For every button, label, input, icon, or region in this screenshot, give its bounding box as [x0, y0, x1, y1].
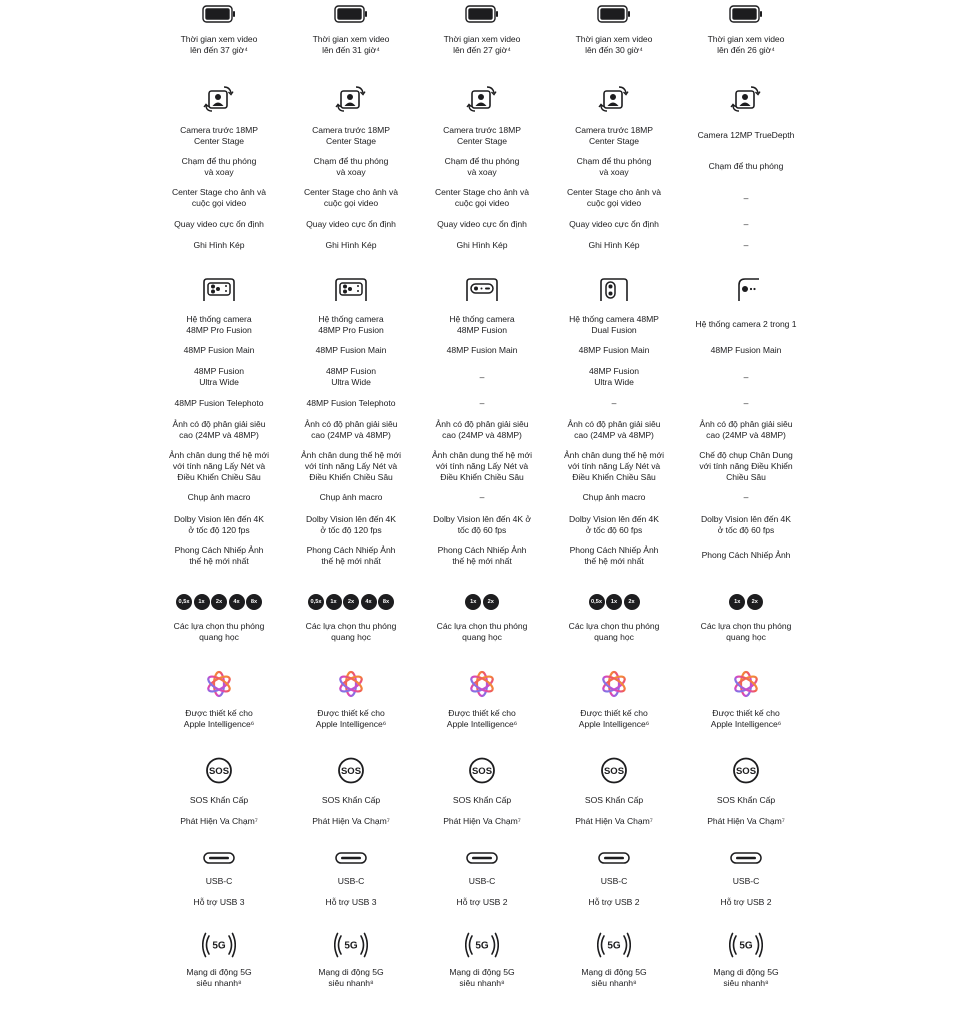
- cellular-5g-text: Mạng di động 5G siêu nhanh⁸: [186, 967, 252, 988]
- main-camera-feature: 48MP Fusion Telephoto: [174, 398, 264, 408]
- usb-c-label: USB‑C: [337, 876, 365, 886]
- crash-detection-feature: Phát Hiện Va Chạm⁷: [312, 816, 390, 826]
- sos-feature: SOS Khẩn Cấp: [189, 795, 249, 805]
- front-camera-feature: Quay video cực ổn định: [569, 219, 659, 229]
- main-camera-feature: Chế độ chụp Chân Dung với tính năng Điều Khiển Chiều Sâu: [699, 450, 793, 482]
- front-camera-feature: –: [743, 193, 749, 203]
- main-camera-feature: Ảnh chân dung thế hệ mới với tính năng Lấy Nét và Điều Khiển Chiều Sâu: [169, 450, 269, 482]
- main-camera-feature: 48MP Fusion Telephoto: [306, 398, 396, 408]
- zoom-option-badge: 0,5x: [589, 594, 605, 610]
- zoom-option-badge: 2x: [483, 594, 499, 610]
- zoom-option-badge: 8x: [378, 594, 394, 610]
- sos-feature: SOS Khẩn Cấp: [584, 795, 644, 805]
- svg-text:5G: 5G: [475, 940, 489, 952]
- zoom-options: [407, 594, 557, 610]
- svg-text:SOS: SOS: [208, 766, 230, 777]
- apple-intelligence-icon: [336, 669, 366, 699]
- crash-detection-feature: Phát Hiện Va Chạm⁷: [180, 816, 258, 826]
- main-camera-feature: 48MP Fusion Main: [183, 345, 255, 355]
- zoom-option-badge: 2x: [747, 594, 763, 610]
- apple-intelligence-text: Được thiết kế cho Apple Intelligence⁶: [578, 708, 650, 729]
- zoom-options: [144, 594, 294, 610]
- usb-c-icon: [335, 852, 367, 864]
- main-camera-feature: –: [743, 492, 749, 502]
- main-camera-feature: –: [743, 398, 749, 408]
- main-camera-feature: Hệ thống camera 48MP Pro Fusion: [318, 314, 384, 335]
- front-camera-rotate-icon: [598, 84, 630, 112]
- front-camera-feature: Ghi Hình Kép: [325, 240, 377, 250]
- sos-icon: [206, 757, 233, 784]
- usb-support-label: Hỗ trợ USB 2: [456, 897, 508, 907]
- main-camera-feature: Hệ thống camera 48MP Pro Fusion: [186, 314, 252, 335]
- zoom-label: Các lựa chọn thu phóng quang học: [568, 621, 660, 642]
- battery-icon: [597, 5, 631, 23]
- front-camera-feature: Chạm để thu phóng và xoay: [181, 156, 257, 177]
- main-camera-feature: Dolby Vision lên đến 4K ở tốc độ 120 fps: [174, 514, 264, 535]
- camera-dual-vertical-icon: [597, 278, 631, 302]
- sos-icon: [601, 757, 628, 784]
- main-camera-feature: Ảnh chân dung thế hệ mới với tính năng Lấy Nét và Điều Khiển Chiều Sâu: [564, 450, 664, 482]
- front-camera-feature: Camera trước 18MP Center Stage: [180, 125, 258, 146]
- usb-c-icon: [598, 852, 630, 864]
- crash-detection-feature: Phát Hiện Va Chạm⁷: [707, 816, 785, 826]
- usb-c-label: USB‑C: [468, 876, 496, 886]
- battery-life-text: Thời gian xem video lên đến 30 giờ⁴: [575, 34, 653, 55]
- sos-feature: SOS Khẩn Cấp: [452, 795, 512, 805]
- battery-icon: [729, 5, 763, 23]
- zoom-label: Các lựa chọn thu phóng quang học: [700, 621, 792, 642]
- apple-intelligence-icon: [731, 669, 761, 699]
- front-camera-rotate-icon: [466, 84, 498, 112]
- front-camera-feature: Center Stage cho ảnh và cuộc gọi video: [172, 187, 266, 208]
- main-camera-feature: Dolby Vision lên đến 4K ở tốc độ 120 fps: [306, 514, 396, 535]
- main-camera-feature: Ảnh có độ phân giải siêu cao (24MP và 48MP): [172, 419, 266, 440]
- zoom-option-badge: 2x: [343, 594, 359, 610]
- zoom-option-badge: 1x: [606, 594, 622, 610]
- front-camera-rotate-icon: [335, 84, 367, 112]
- crash-detection-feature: Phát Hiện Va Chạm⁷: [575, 816, 653, 826]
- usb-c-label: USB‑C: [205, 876, 233, 886]
- zoom-options: [539, 594, 689, 610]
- model-column: [276, 0, 426, 1024]
- usb-support-label: Hỗ trợ USB 3: [325, 897, 377, 907]
- front-camera-feature: Chạm để thu phóng: [708, 161, 784, 171]
- svg-text:SOS: SOS: [471, 766, 493, 777]
- main-camera-feature: Hệ thống camera 48MP Dual Fusion: [569, 314, 659, 335]
- sos-feature: SOS Khẩn Cấp: [321, 795, 381, 805]
- zoom-label: Các lựa chọn thu phóng quang học: [436, 621, 528, 642]
- front-camera-feature: Camera trước 18MP Center Stage: [312, 125, 390, 146]
- front-camera-feature: Quay video cực ổn định: [437, 219, 527, 229]
- apple-intelligence-text: Được thiết kế cho Apple Intelligence⁶: [315, 708, 387, 729]
- main-camera-feature: Dolby Vision lên đến 4K ở tốc độ 60 fps: [569, 514, 659, 535]
- zoom-option-badge: 8x: [246, 594, 262, 610]
- zoom-options: [276, 594, 426, 610]
- battery-icon: [334, 5, 368, 23]
- model-column: [407, 0, 557, 1024]
- usb-c-icon: [203, 852, 235, 864]
- zoom-option-badge: 1x: [194, 594, 210, 610]
- front-camera-feature: Center Stage cho ảnh và cuộc gọi video: [567, 187, 661, 208]
- front-camera-feature: Camera trước 18MP Center Stage: [575, 125, 653, 146]
- cellular-5g-text: Mạng di động 5G siêu nhanh⁸: [713, 967, 779, 988]
- main-camera-feature: 48MP Fusion Ultra Wide: [589, 366, 639, 387]
- main-camera-feature: Ảnh có độ phân giải siêu cao (24MP và 48MP): [304, 419, 398, 440]
- 5g-icon: [334, 932, 368, 958]
- sos-feature: SOS Khẩn Cấp: [716, 795, 776, 805]
- model-column: [144, 0, 294, 1024]
- usb-c-label: USB‑C: [732, 876, 760, 886]
- front-camera-rotate-icon: [730, 84, 762, 112]
- main-camera-feature: Ảnh có độ phân giải siêu cao (24MP và 48MP): [567, 419, 661, 440]
- main-camera-feature: –: [479, 372, 485, 382]
- zoom-option-badge: 2x: [624, 594, 640, 610]
- cellular-5g-text: Mạng di động 5G siêu nhanh⁸: [449, 967, 515, 988]
- sos-icon: [338, 757, 365, 784]
- apple-intelligence-icon: [204, 669, 234, 699]
- main-camera-feature: Chụp ảnh macro: [319, 492, 383, 502]
- main-camera-feature: 48MP Fusion Main: [578, 345, 650, 355]
- main-camera-feature: Dolby Vision lên đến 4K ở tốc độ 60 fps: [701, 514, 791, 535]
- main-camera-feature: Dolby Vision lên đến 4K ở tốc độ 60 fps: [433, 514, 531, 535]
- sos-icon: [469, 757, 496, 784]
- zoom-option-badge: 4x: [229, 594, 245, 610]
- front-camera-feature: Camera 12MP TrueDepth: [697, 130, 795, 140]
- front-camera-feature: Chạm để thu phóng và xoay: [444, 156, 520, 177]
- zoom-option-badge: 1x: [729, 594, 745, 610]
- svg-text:5G: 5G: [344, 940, 358, 952]
- apple-intelligence-text: Được thiết kế cho Apple Intelligence⁶: [710, 708, 782, 729]
- camera-triple-pro-icon: [202, 278, 236, 302]
- camera-2in1-icon: [729, 278, 763, 302]
- usb-support-label: Hỗ trợ USB 2: [720, 897, 772, 907]
- main-camera-feature: –: [479, 492, 485, 502]
- battery-icon: [202, 5, 236, 23]
- main-camera-feature: Phong Cách Nhiếp Ảnh thế hệ mới nhất: [569, 545, 659, 566]
- model-column: [671, 0, 821, 1024]
- camera-fusion-icon: [465, 278, 499, 302]
- zoom-option-badge: 1x: [465, 594, 481, 610]
- front-camera-rotate-icon: [203, 84, 235, 112]
- main-camera-feature: –: [743, 372, 749, 382]
- usb-support-label: Hỗ trợ USB 3: [193, 897, 245, 907]
- zoom-options: [671, 594, 821, 610]
- 5g-icon: [729, 932, 763, 958]
- zoom-option-badge: 4x: [361, 594, 377, 610]
- main-camera-feature: Ảnh chân dung thế hệ mới với tính năng Lấy Nét và Điều Khiển Chiều Sâu: [432, 450, 532, 482]
- sos-icon: [733, 757, 760, 784]
- front-camera-feature: Ghi Hình Kép: [456, 240, 508, 250]
- zoom-option-badge: 0,5x: [176, 594, 192, 610]
- main-camera-feature: Phong Cách Nhiếp Ảnh: [701, 550, 791, 560]
- main-camera-feature: Hệ thống camera 2 trong 1: [695, 319, 797, 329]
- battery-life-text: Thời gian xem video lên đến 27 giờ⁴: [443, 34, 521, 55]
- main-camera-feature: Hệ thống camera 48MP Fusion: [449, 314, 515, 335]
- main-camera-feature: Ảnh có độ phân giải siêu cao (24MP và 48MP): [435, 419, 529, 440]
- front-camera-feature: Camera trước 18MP Center Stage: [443, 125, 521, 146]
- main-camera-feature: 48MP Fusion Ultra Wide: [194, 366, 244, 387]
- main-camera-feature: 48MP Fusion Ultra Wide: [326, 366, 376, 387]
- front-camera-feature: –: [743, 219, 749, 229]
- main-camera-feature: –: [479, 398, 485, 408]
- svg-text:SOS: SOS: [603, 766, 625, 777]
- svg-text:SOS: SOS: [340, 766, 362, 777]
- main-camera-feature: –: [611, 398, 617, 408]
- front-camera-feature: Ghi Hình Kép: [588, 240, 640, 250]
- svg-text:5G: 5G: [739, 940, 753, 952]
- front-camera-feature: Center Stage cho ảnh và cuộc gọi video: [435, 187, 529, 208]
- front-camera-feature: Quay video cực ổn định: [174, 219, 264, 229]
- svg-text:5G: 5G: [607, 940, 621, 952]
- main-camera-feature: Phong Cách Nhiếp Ảnh thế hệ mới nhất: [174, 545, 264, 566]
- main-camera-feature: 48MP Fusion Main: [710, 345, 782, 355]
- 5g-icon: [202, 932, 236, 958]
- apple-intelligence-icon: [599, 669, 629, 699]
- usb-c-label: USB‑C: [600, 876, 628, 886]
- main-camera-feature: Chụp ảnh macro: [582, 492, 646, 502]
- front-camera-feature: Ghi Hình Kép: [193, 240, 245, 250]
- usb-c-icon: [466, 852, 498, 864]
- battery-life-text: Thời gian xem video lên đến 31 giờ⁴: [312, 34, 390, 55]
- cellular-5g-text: Mạng di động 5G siêu nhanh⁸: [581, 967, 647, 988]
- svg-text:SOS: SOS: [735, 766, 757, 777]
- front-camera-feature: Center Stage cho ảnh và cuộc gọi video: [304, 187, 398, 208]
- front-camera-feature: Chạm để thu phóng và xoay: [313, 156, 389, 177]
- zoom-option-badge: 2x: [211, 594, 227, 610]
- zoom-option-badge: 0,5x: [308, 594, 324, 610]
- camera-triple-pro-icon: [334, 278, 368, 302]
- front-camera-feature: –: [743, 240, 749, 250]
- cellular-5g-text: Mạng di động 5G siêu nhanh⁸: [318, 967, 384, 988]
- zoom-label: Các lựa chọn thu phóng quang học: [173, 621, 265, 642]
- front-camera-feature: Chạm để thu phóng và xoay: [576, 156, 652, 177]
- main-camera-feature: 48MP Fusion Main: [446, 345, 518, 355]
- 5g-icon: [465, 932, 499, 958]
- main-camera-feature: 48MP Fusion Main: [315, 345, 387, 355]
- main-camera-feature: Phong Cách Nhiếp Ảnh thế hệ mới nhất: [306, 545, 396, 566]
- battery-life-text: Thời gian xem video lên đến 37 giờ⁴: [180, 34, 258, 55]
- apple-intelligence-icon: [467, 669, 497, 699]
- usb-support-label: Hỗ trợ USB 2: [588, 897, 640, 907]
- battery-life-text: Thời gian xem video lên đến 26 giờ⁴: [707, 34, 785, 55]
- main-camera-feature: Ảnh chân dung thế hệ mới với tính năng Lấy Nét và Điều Khiển Chiều Sâu: [301, 450, 401, 482]
- model-column: [539, 0, 689, 1024]
- main-camera-feature: Ảnh có độ phân giải siêu cao (24MP và 48MP): [699, 419, 793, 440]
- main-camera-feature: Phong Cách Nhiếp Ảnh thế hệ mới nhất: [437, 545, 527, 566]
- zoom-option-badge: 1x: [326, 594, 342, 610]
- apple-intelligence-text: Được thiết kế cho Apple Intelligence⁶: [446, 708, 518, 729]
- main-camera-feature: Chụp ảnh macro: [187, 492, 251, 502]
- 5g-icon: [597, 932, 631, 958]
- usb-c-icon: [730, 852, 762, 864]
- crash-detection-feature: Phát Hiện Va Chạm⁷: [443, 816, 521, 826]
- svg-text:5G: 5G: [212, 940, 226, 952]
- apple-intelligence-text: Được thiết kế cho Apple Intelligence⁶: [183, 708, 255, 729]
- front-camera-feature: Quay video cực ổn định: [306, 219, 396, 229]
- zoom-label: Các lựa chọn thu phóng quang học: [305, 621, 397, 642]
- battery-icon: [465, 5, 499, 23]
